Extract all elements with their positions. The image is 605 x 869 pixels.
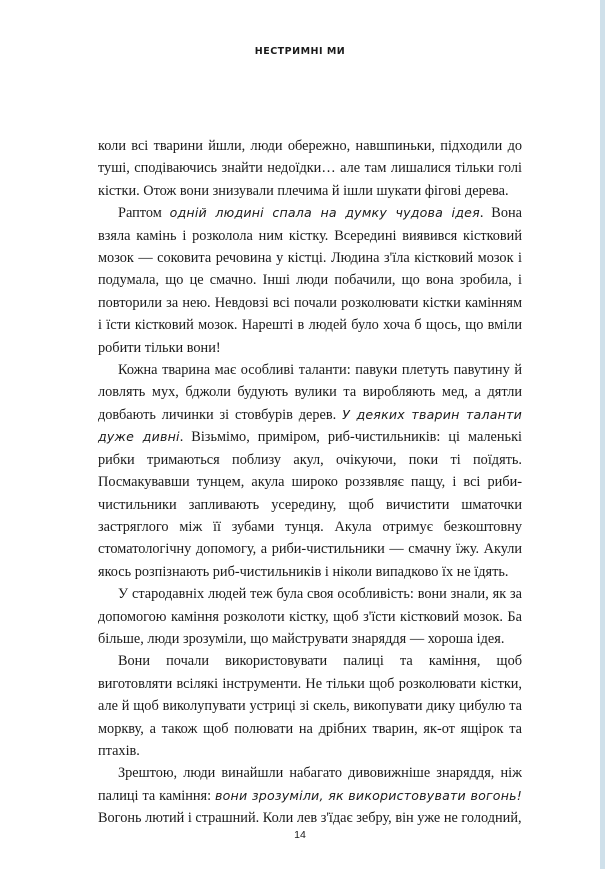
- paragraph-text: Вони почали використовувати палиці та каміння, щоб виготовляти всілякі інструменти. Не тільки щоб розколювати кістки, але й щоб виколупувати устриці зі скель, викопувати дику цибулю та моркву, а також щоб полювати на дрібних тварин, як-от ящірок та птахів.: [98, 653, 522, 759]
- paragraph-text: Вогонь лютий і страшний. Коли лев з'їдає зебру, він уже не голодний,: [98, 810, 522, 827]
- paragraph-4: [98, 583, 522, 650]
- paragraph-text: . Візьмімо, приміром, риб-чистильників: ці маленькі рибки тримаються поблизу акул, очікуючи, поки ті поїдять. Посмакувавши тунцем, акула широко роззявляє пащу, і всі риби-чистильники запливають усередину, щоб вичистити шматочки застряглого між її зубами тунця. Акула отримує безкоштовну стоматологічну допомогу, а риби-чистильники — смачну їжу. Акули якось розпізнають риб-чистильників і ніколи випадково їх не їдять.: [98, 429, 522, 580]
- paragraph-2: [98, 202, 522, 359]
- paragraph-3: [98, 359, 522, 583]
- paragraph-text: . Вона взяла камінь і розколола ним кістку. Всередині виявився кістковий мозок — соковита речовина у кістці. Людина з'їла кістковий мозок і подумала, що це смачно. Інші люди побачили, що вона зробила, і повторили за нею. Невдовзі всі почали розколювати кістки камінням і їсти кістковий мозок. Нарешті в людей було хоча б щось, що вміли робити тільки вони!: [98, 205, 522, 356]
- handwritten-highlight: одній людині спала на думку чудова ідея: [169, 205, 480, 221]
- handwritten-highlight: вони зрозуміли, як використовувати вогонь!: [214, 787, 522, 803]
- paragraph-6: [98, 762, 522, 829]
- paragraph-text: Кожна тварина має особливі таланти: павуки плетуть павутину й ловлять мух, бджоли будують вулики та виробляють мед, а дятли довбають личинки зі стовбурів дерев.: [98, 362, 522, 423]
- paragraph-1: [98, 135, 522, 202]
- page-edge: [600, 0, 605, 869]
- page-number: 14: [294, 829, 306, 841]
- handwritten-highlight: У деяких тварин таланти дуже дивні: [98, 406, 522, 445]
- paragraph-text: коли всі тварини йшли, люди обережно, навшпиньки, підходили до туші, сподіваючись знайти недоїдки… але там лишалися тільки голі кістки. Отож вони знизували плечима й ішли шукати фігові дерева.: [98, 138, 522, 199]
- paragraph-text: У стародавніх людей теж була своя особливість: вони знали, як за допомогою каміння розколоти кістку, щоб з'їсти кістковий мозок. Ба більше, люди зрозуміли, що майструвати знаряддя — хороша ідея.: [98, 586, 522, 647]
- paragraph-text: Раптом: [118, 205, 170, 222]
- body-text: [98, 135, 522, 830]
- running-head: НЕСТРИМНІ МИ: [254, 46, 346, 57]
- paragraph-text: Зрештою, люди винайшли набагато дивовижніше знаряддя, ніж палиці та каміння:: [98, 765, 522, 804]
- paragraph-5: [98, 650, 522, 762]
